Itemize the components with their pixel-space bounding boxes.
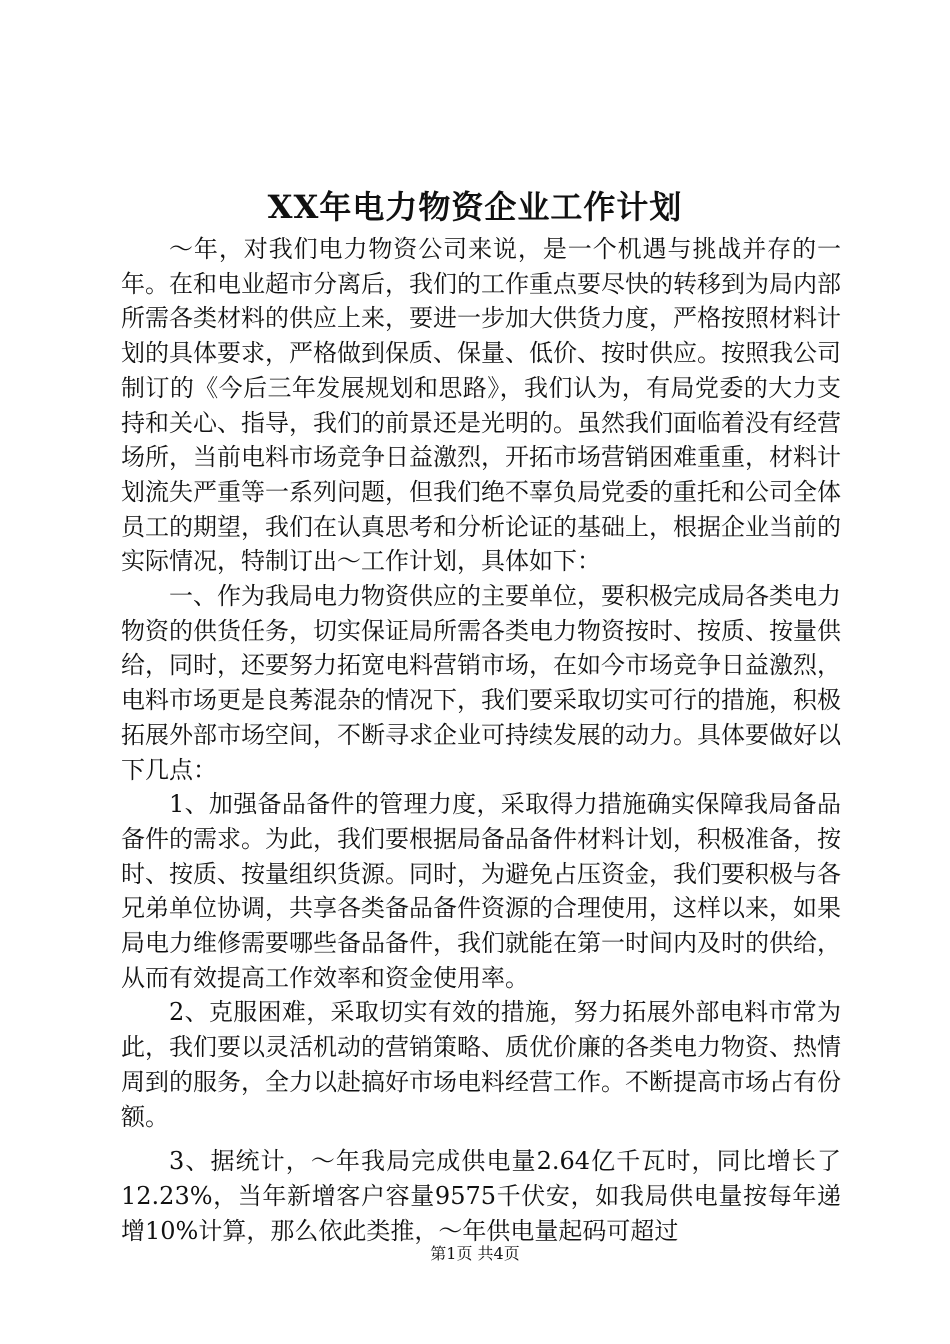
page-footer: 第1页 共4页 (430, 1244, 520, 1263)
document-body (121, 232, 841, 1248)
document-title: XX年电力物资企业工作计划 (267, 188, 683, 226)
paragraph-item-3: 3、据统计，～年我局完成供电量2.64亿千瓦时，同比增长了12.23%，当年新增客户容量9575千伏安，如我局供电量按每年递增10%计算，那么依此类推，～年供电量起码可超过 (121, 1147, 841, 1245)
paragraph-item-2: 2、克服困难，采取切实有效的措施，努力拓展外部电料市常为此，我们要以灵活机动的营销策略、质优价廉的各类电力物资、热情周到的服务，全力以赴搞好市场电料经营工作。不断提高市场占有份额。 (121, 998, 841, 1131)
paragraph-intro: ～年，对我们电力物资公司来说，是一个机遇与挑战并存的一年。在和电业超市分离后，我们的工作重点要尽快的转移到为局内部所需各类材料的供应上来，要进一步加大供货力度，严格按照材料计划的具体要求，严格做到保质、保量、低价、按时供应。按照我公司制订的《今后三年发展规划和思路》，我们认为，有局党委的大力支持和关心、指导，我们的前景还是光明的。虽然我们面临着没有经营场所，当前电料市场竞争日益激烈，开拓市场营销困难重重，材料计划流失严重等一系列问题，但我们绝不辜负局党委的重托和公司全体员工的期望，我们在认真思考和分析论证的基础上，根据企业当前的实际情况，特制订出～工作计划，具体如下： (121, 235, 841, 576)
paragraph-section-1: 一、作为我局电力物资供应的主要单位，要积极完成局各类电力物资的供货任务，切实保证局所需各类电力物资按时、按质、按量供给，同时，还要努力拓宽电料营销市场，在如今市场竞争日益激烈，电料市场更是良莠混杂的情况下，我们要采取切实可行的措施，积极拓展外部市场空间，不断寻求企业可持续发展的动力。具体要做好以下几点： (121, 582, 841, 784)
paragraph-item-1: 1、加强备品备件的管理力度，采取得力措施确实保障我局备品备件的需求。为此，我们要根据局备品备件材料计划，积极准备，按时、按质、按量组织货源。同时，为避免占压资金，我们要积极与各兄弟单位协调，共享各类备品备件资源的合理使用，这样以来，如果局电力维修需要哪些备品备件，我们就能在第一时间内及时的供给，从而有效提高工作效率和资金使用率。 (121, 790, 841, 992)
